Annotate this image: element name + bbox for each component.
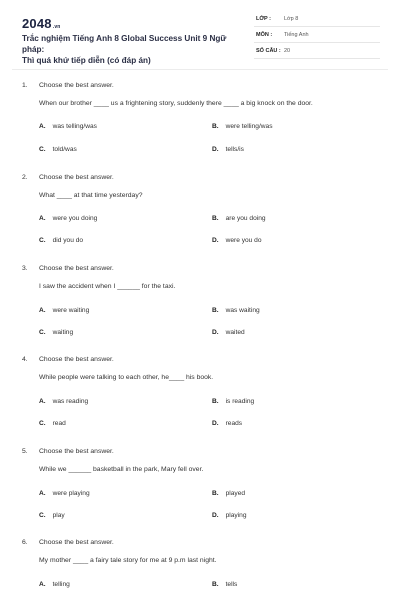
site-logo[interactable] (22, 16, 61, 31)
question-instruction: Choose the best answer. (39, 174, 114, 181)
option-c[interactable] (39, 420, 66, 427)
worksheet-header (0, 0, 400, 70)
option-d[interactable] (212, 420, 242, 427)
meta-question-count (254, 46, 380, 59)
option-letter: A. (39, 307, 46, 314)
option-letter: C. (39, 329, 46, 336)
worksheet-title (22, 33, 247, 66)
option-c[interactable] (39, 329, 73, 336)
meta-key: SỐ CÂU : (256, 48, 281, 54)
option-letter: B. (212, 123, 219, 130)
option-text: were you do (225, 237, 262, 244)
option-b[interactable] (212, 215, 266, 222)
option-letter: B. (212, 398, 219, 405)
option-text: telling (52, 581, 70, 588)
logo-suffix: .vn (52, 24, 61, 30)
option-letter: B. (212, 490, 219, 497)
option-b[interactable] (212, 123, 273, 130)
option-text: tells/is (225, 146, 244, 153)
logo-text: 2048 (22, 16, 52, 31)
option-text: play (52, 512, 65, 519)
question-instruction: Choose the best answer. (39, 265, 114, 272)
option-c[interactable] (39, 237, 83, 244)
option-text: were telling/was (225, 123, 273, 130)
option-letter: D. (212, 237, 219, 244)
option-text: reads (225, 420, 243, 427)
option-letter: A. (39, 215, 46, 222)
option-b[interactable] (212, 490, 245, 497)
option-text: are you doing (225, 215, 266, 222)
question-number: 2. (22, 174, 28, 181)
option-d[interactable] (212, 512, 247, 519)
option-letter: B. (212, 307, 219, 314)
option-text: waiting (52, 329, 74, 336)
option-b[interactable] (212, 581, 237, 588)
option-letter: C. (39, 146, 46, 153)
option-letter: D. (212, 146, 219, 153)
option-text: is reading (225, 398, 255, 405)
question-number: 4. (22, 356, 28, 363)
meta-value: Lớp 8 (284, 16, 299, 22)
option-text: waited (225, 329, 245, 336)
meta-grade (254, 14, 380, 27)
option-letter: C. (39, 512, 46, 519)
option-text: was reading (52, 398, 89, 405)
option-letter: D. (212, 420, 219, 427)
question-stem: When our brother ____ us a frightening story, suddenly there ____ a big knock on the door. (39, 100, 313, 107)
question-stem: I saw the accident when I ______ for the taxi. (39, 283, 176, 290)
option-text: were waiting (52, 307, 90, 314)
option-letter: B. (212, 215, 219, 222)
option-a[interactable] (39, 215, 97, 222)
option-b[interactable] (212, 398, 254, 405)
title-line-2: Thì quá khứ tiếp diễn (có đáp án) (22, 56, 151, 65)
meta-subject (254, 30, 380, 43)
option-d[interactable] (212, 329, 245, 336)
option-text: playing (225, 512, 247, 519)
option-text: played (225, 490, 246, 497)
option-letter: A. (39, 123, 46, 130)
option-letter: A. (39, 581, 46, 588)
question-instruction: Choose the best answer. (39, 356, 114, 363)
option-text: was telling/was (52, 123, 97, 130)
option-d[interactable] (212, 146, 244, 153)
question-instruction: Choose the best answer. (39, 82, 114, 89)
option-letter: A. (39, 490, 46, 497)
question-stem: My mother ____ a fairy tale story for me at 9 p.m last night. (39, 557, 217, 564)
option-letter: C. (39, 420, 46, 427)
meta-key: MÔN : (256, 32, 273, 38)
title-line-1: Trắc nghiệm Tiếng Anh 8 Global Success Unit 9 Ngữ pháp: (22, 34, 227, 54)
question-number: 3. (22, 265, 28, 272)
question-stem: What ____ at that time yesterday? (39, 192, 143, 199)
header-divider (12, 69, 388, 70)
option-d[interactable] (212, 237, 262, 244)
option-letter: B. (212, 581, 219, 588)
option-a[interactable] (39, 123, 97, 130)
question-number: 5. (22, 448, 28, 455)
option-text: told/was (52, 146, 77, 153)
option-c[interactable] (39, 146, 77, 153)
option-a[interactable] (39, 398, 88, 405)
option-text: did you do (52, 237, 84, 244)
option-text: tells (225, 581, 238, 588)
option-text: were playing (52, 490, 90, 497)
option-text: was waiting (225, 307, 260, 314)
meta-value: Tiếng Anh (284, 32, 309, 38)
option-letter: A. (39, 398, 46, 405)
question-instruction: Choose the best answer. (39, 448, 114, 455)
option-a[interactable] (39, 307, 89, 314)
question-instruction: Choose the best answer. (39, 539, 114, 546)
question-stem: While we ______ basketball in the park, Mary fell over. (39, 466, 204, 473)
question-stem: While people were talking to each other, he____ his book. (39, 374, 214, 381)
meta-key: LỚP : (256, 16, 271, 22)
option-c[interactable] (39, 512, 65, 519)
option-letter: D. (212, 329, 219, 336)
option-letter: D. (212, 512, 219, 519)
option-text: read (52, 420, 66, 427)
question-number: 6. (22, 539, 28, 546)
option-a[interactable] (39, 490, 90, 497)
option-b[interactable] (212, 307, 260, 314)
option-letter: C. (39, 237, 46, 244)
option-text: were you doing (52, 215, 98, 222)
option-a[interactable] (39, 581, 70, 588)
question-number: 1. (22, 82, 28, 89)
meta-value: 20 (284, 48, 291, 54)
